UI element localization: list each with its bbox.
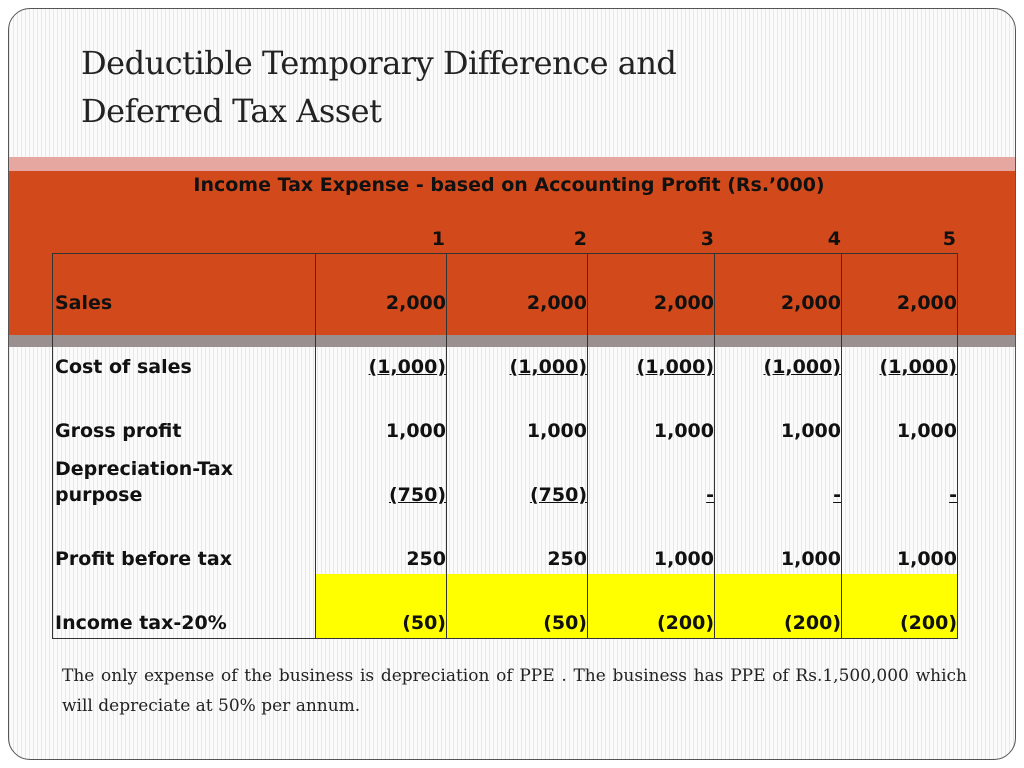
depreciation-text-4: - — [833, 484, 841, 506]
income-tax-table — [52, 253, 958, 639]
cost-of-sales-text-5: (1,000) — [879, 356, 957, 378]
depreciation-value-5 — [842, 446, 958, 510]
profit-before-tax-value-5: 1,000 — [842, 510, 958, 574]
table-row-income-tax — [53, 574, 958, 639]
depreciation-value-4 — [715, 446, 842, 510]
sales-value-5: 2,000 — [842, 254, 958, 319]
income-tax-value-5: (200) — [842, 574, 958, 639]
row-label-depreciation-line-2: purpose — [55, 484, 143, 506]
row-label-income-tax: Income tax-20% — [53, 574, 316, 639]
column-header-2: 2 — [573, 228, 587, 250]
column-header-5: 5 — [942, 228, 956, 250]
cost-of-sales-value-3 — [588, 318, 715, 382]
income-tax-value-2: (50) — [447, 574, 588, 639]
depreciation-text-3: - — [706, 484, 714, 506]
depreciation-text-5: - — [949, 484, 957, 506]
income-tax-value-1: (50) — [316, 574, 447, 639]
table-row-cost-of-sales — [53, 318, 958, 382]
row-label-depreciation — [53, 446, 316, 510]
gross-profit-value-3: 1,000 — [588, 382, 715, 446]
cost-of-sales-value-1 — [316, 318, 447, 382]
sales-value-2: 2,000 — [447, 254, 588, 319]
depreciation-text-1: (750) — [388, 484, 446, 506]
row-label-gross-profit: Gross profit — [53, 382, 316, 446]
decorative-band-pink — [9, 157, 1015, 171]
sales-value-3: 2,000 — [588, 254, 715, 319]
table-row-gross-profit — [53, 382, 958, 446]
profit-before-tax-value-4: 1,000 — [715, 510, 842, 574]
cost-of-sales-text-2: (1,000) — [509, 356, 587, 378]
income-tax-value-3: (200) — [588, 574, 715, 639]
profit-before-tax-value-2: 250 — [447, 510, 588, 574]
depreciation-value-3 — [588, 446, 715, 510]
cost-of-sales-text-1: (1,000) — [368, 356, 446, 378]
depreciation-text-2: (750) — [529, 484, 587, 506]
row-label-depreciation-line-1: Depreciation-Tax — [55, 458, 233, 480]
cost-of-sales-value-4 — [715, 318, 842, 382]
column-header-3: 3 — [700, 228, 714, 250]
table-row-profit-before-tax — [53, 510, 958, 574]
column-header-1: 1 — [431, 228, 445, 250]
gross-profit-value-5: 1,000 — [842, 382, 958, 446]
sales-value-1: 2,000 — [316, 254, 447, 319]
row-label-sales: Sales — [53, 254, 316, 319]
depreciation-value-1 — [316, 446, 447, 510]
profit-before-tax-value-3: 1,000 — [588, 510, 715, 574]
gross-profit-value-1: 1,000 — [316, 382, 447, 446]
gross-profit-value-2: 1,000 — [447, 382, 588, 446]
table-row-depreciation — [53, 446, 958, 510]
slide — [8, 8, 1016, 760]
slide-title — [81, 39, 841, 135]
row-label-profit-before-tax: Profit before tax — [53, 510, 316, 574]
table-row-sales — [53, 254, 958, 319]
cost-of-sales-text-4: (1,000) — [763, 356, 841, 378]
column-header-4: 4 — [827, 228, 841, 250]
depreciation-value-2 — [447, 446, 588, 510]
cost-of-sales-value-2 — [447, 318, 588, 382]
cost-of-sales-text-3: (1,000) — [636, 356, 714, 378]
cost-of-sales-value-5 — [842, 318, 958, 382]
slide-title-line-1: Deductible Temporary Difference and — [81, 44, 677, 82]
row-label-cost-of-sales: Cost of sales — [53, 318, 316, 382]
table-caption: Income Tax Expense - based on Accounting Profit (Rs.’000) — [193, 174, 825, 196]
slide-title-line-2: Deferred Tax Asset — [81, 92, 382, 130]
income-tax-value-4: (200) — [715, 574, 842, 639]
sales-value-4: 2,000 — [715, 254, 842, 319]
gross-profit-value-4: 1,000 — [715, 382, 842, 446]
profit-before-tax-value-1: 250 — [316, 510, 447, 574]
footnote-text: The only expense of the business is depreciation of PPE . The business has PPE of Rs.1,500,000 which will depreciate at 50% per annum. — [62, 666, 967, 716]
